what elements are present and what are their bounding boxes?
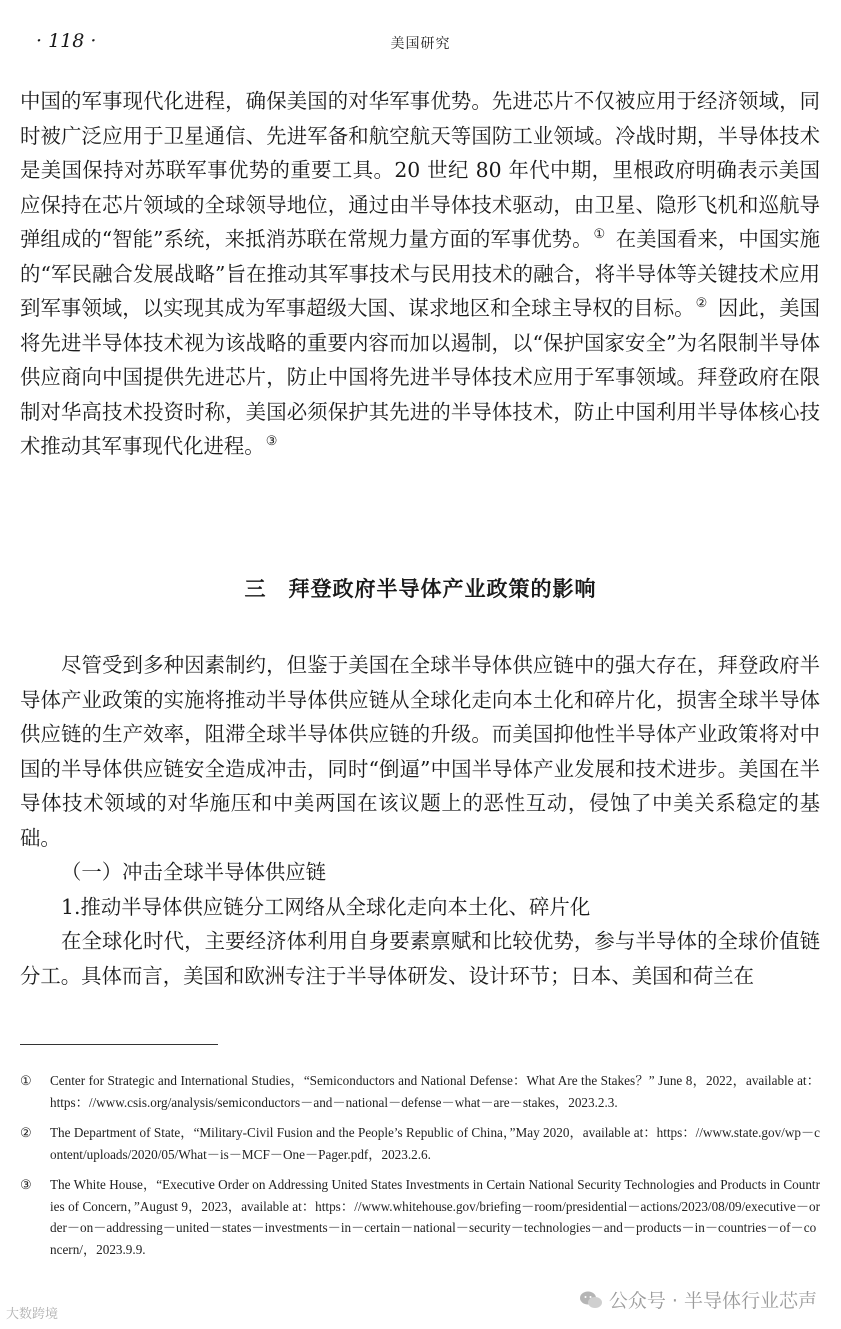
footnote-number: ① — [20, 1073, 32, 1088]
paragraph-text: 在美国看来，中国实施的“军民融合发展战略”旨在推动其军事技术与民用技术的融合，将半导体等关键技术应用到军事领域，以实现其成为军事超级大国、谋求地区和全球主导权的目标。 — [20, 227, 821, 320]
paragraph: 在全球化时代，主要经济体利用自身要素禀赋和比较优势，参与半导体的全球价值链分工。具体而言，美国和欧洲专注于半导体研发、设计环节；日本、美国和荷兰在 — [20, 929, 820, 988]
footnote-number: ② — [20, 1125, 32, 1140]
paragraph-text: 中国的军事现代化进程，确保美国的对华军事优势。先进芯片不仅被应用于经济领域，同时被广泛应用于卫星通信、先进军备和航空航天等国防工业领域。冷战时期，半导体技术是美国保持对苏联军事优势的重要工具。20 世纪 80 年代中期，里根政府明确表示美国应保持在芯片领域的全球领导地位，通过由半导体技术驱动，由卫星、隐形飞机和巡航导弹组成的“智能”系统，来抵消苏联在常规力量方面的军事优势。 — [20, 89, 820, 251]
footnote-text: The Department of State，“Military-Civil Fusion and the People’s Republic of China，”May 2020，available at：https：//www.state.gov/wp－content/uploads/2020/05/What－is－MCF－One－Pager.pdf，2023.2.6. — [50, 1125, 820, 1162]
page-number: · 118 · — [36, 30, 97, 52]
watermark-right — [579, 1286, 817, 1313]
footnote-text: Center for Strategic and International Studies，“Semiconductors and National Defense：What Are the Stakes？” June 8，2022，available at：https：//www.csis.org/analysis/semiconductors－and－national－defense－what－are－stakes，2023.2.3. — [50, 1073, 820, 1110]
watermark-text: 大数跨境 — [6, 1307, 59, 1322]
section-body — [20, 648, 820, 993]
paragraph: 尽管受到多种因素制约，但鉴于美国在全球半导体供应链中的强大存在，拜登政府半导体产业政策的实施将推动半导体供应链从全球化走向本土化和碎片化，损害全球半导体供应链的生产效率，阻滞全球半导体供应链的升级。而美国抑他性半导体产业政策将对中国的半导体供应链安全造成冲击，同时“倒逼”中国半导体产业发展和技术进步。美国在半导体技术领域的对华施压和中美两国在该议题上的恶性互动，侵蚀了中美关系稳定的基础。 — [20, 653, 820, 850]
wechat-icon — [579, 1290, 603, 1310]
running-head: 美国研究 — [390, 36, 451, 52]
footnote-ref-1[interactable]: ① — [593, 227, 606, 243]
watermark-left — [6, 1303, 58, 1322]
footnote-3 — [20, 1174, 820, 1260]
footnotes — [20, 1070, 820, 1269]
footnote-2 — [20, 1122, 820, 1165]
watermark-text: 公众号 · 半导体行业芯声 — [608, 1290, 817, 1312]
footnote-number: ③ — [20, 1177, 32, 1192]
footnote-text: The White House，“Executive Order on Addressing United States Investments in Certain National Security Technologies and Products in Countries of Concern，”August 9，2023，available at：https：//www.whitehouse.gov/briefing－room/presidential－actions/2023/08/09/executive－order－on－addressing－united－states－investments－in－certain－national－security－technologies－and－products－in－countries－of－concern/，2023.9.9. — [50, 1177, 820, 1257]
subheading-level2: 1.推动半导体供应链分工网络从全球化走向本土化、碎片化 — [61, 894, 591, 919]
subheading-level1: （一）冲击全球半导体供应链 — [61, 860, 327, 884]
footnote-divider — [20, 1044, 218, 1045]
page-header — [0, 30, 841, 54]
footnote-ref-2[interactable]: ② — [695, 296, 708, 312]
footnote-ref-3[interactable]: ③ — [265, 434, 278, 450]
paragraph-continuation — [20, 84, 820, 464]
footnote-1 — [20, 1070, 820, 1113]
paragraph-text: 因此，美国将先进半导体技术视为该战略的重要内容而加以遏制，以“保护国家安全”为名限制半导体供应商向中国提供先进芯片，防止中国将先进半导体技术应用于军事领域。拜登政府在限制对华高技术投资时称，美国必须保护其先进的半导体技术，防止中国利用半导体核心技术推动其军事现代化进程。 — [20, 296, 821, 458]
section-heading: 三 拜登政府半导体产业政策的影响 — [244, 577, 597, 601]
